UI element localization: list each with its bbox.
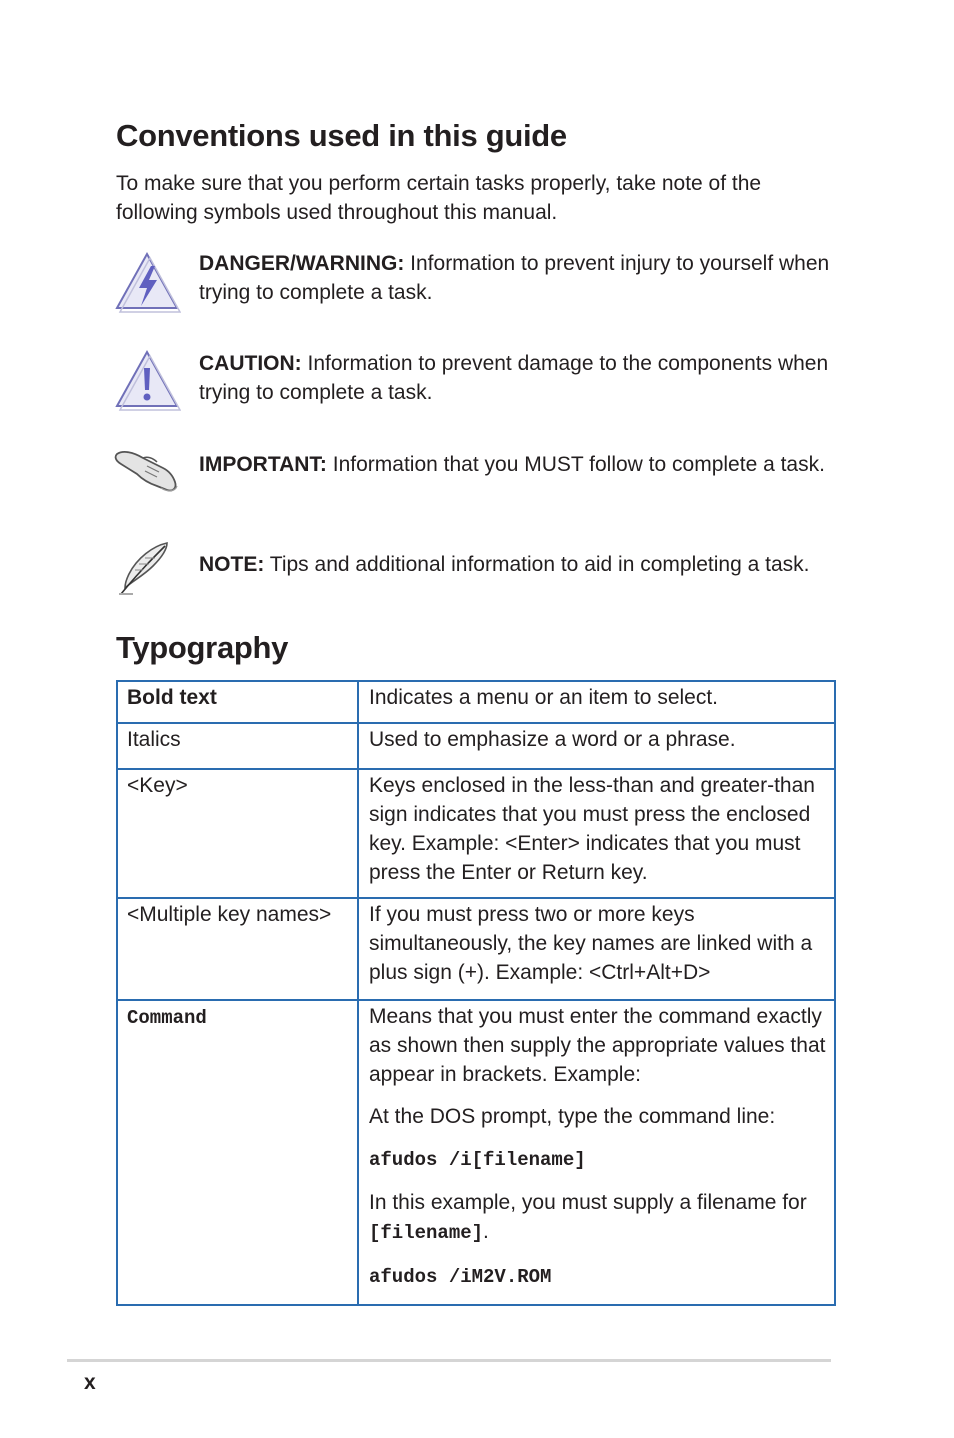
notice-label: CAUTION: [199, 352, 302, 375]
command-placeholder: [filename] [369, 1222, 484, 1244]
description-text: Indicates a menu or an item to select. [369, 686, 719, 709]
table-row [117, 898, 835, 1000]
note-quill-icon [113, 540, 173, 598]
table-row [117, 1000, 835, 1305]
term-text: <Multiple key names> [127, 903, 332, 926]
section-title-typography: Typography [116, 630, 289, 665]
description-text: At the DOS prompt, type the command line: [369, 1105, 776, 1128]
page-number: x [84, 1371, 96, 1394]
description-text: If you must press two or more keys simultaneously, the key names are linked with a plus sign (+). Example: <Ctrl+Alt+D> [369, 903, 813, 984]
term-cell [117, 681, 358, 723]
description-text: Used to emphasize a word or a phrase. [369, 728, 736, 751]
term-text: Italics [127, 728, 181, 751]
page-title: Conventions used in this guide [116, 118, 567, 153]
command-example: afudos /i[filename] [369, 1149, 586, 1171]
term-cell [117, 769, 358, 898]
notice-note [199, 550, 839, 579]
description-cell [358, 1000, 835, 1305]
notice-important [199, 450, 839, 479]
notice-label: DANGER/WARNING: [199, 252, 405, 275]
notice-danger [199, 249, 839, 307]
table-row [117, 681, 835, 723]
notice-text: Information that you MUST follow to complete a task. [326, 453, 825, 476]
intro-paragraph: To make sure that you perform certain tasks properly, take note of the following symbols used throughout this manual. [116, 172, 762, 224]
typography-table [116, 680, 836, 1306]
description-cell [358, 681, 835, 723]
description-text: Keys enclosed in the less-than and greater-than sign indicates that you must press the enclosed key. Example: <Enter> indicates that you must press the Enter or Return key. [369, 774, 815, 884]
example-note [369, 1188, 830, 1248]
term-command: Command [127, 1007, 207, 1029]
description-text: In this example, you must supply a filename for [369, 1191, 807, 1214]
notice-label: NOTE: [199, 553, 265, 576]
description-cell [358, 723, 835, 769]
notice-text: Information to prevent damage to the components when trying to complete a task. [199, 352, 829, 404]
term-bold-text: Bold text [127, 686, 217, 709]
notice-text: Tips and additional information to aid in completing a task. [264, 553, 810, 576]
notice-text: Information to prevent injury to yourself when trying to complete a task. [199, 252, 830, 304]
description-text: Means that you must enter the command exactly as shown then supply the appropriate values that appear in brackets. Example: [369, 1005, 826, 1086]
punctuation: . [483, 1220, 489, 1243]
term-cell [117, 898, 358, 1000]
term-cell [117, 1000, 358, 1305]
description-cell [358, 898, 835, 1000]
important-hand-icon [113, 444, 181, 496]
term-cell [117, 723, 358, 769]
notice-label: IMPORTANT: [199, 453, 327, 476]
danger-warning-icon [113, 250, 181, 314]
caution-icon [113, 348, 181, 412]
description-cell [358, 769, 835, 898]
term-text: <Key> [127, 774, 188, 797]
notice-caution [199, 349, 839, 407]
table-row [117, 723, 835, 769]
command-example: afudos /iM2V.ROM [369, 1266, 552, 1288]
footer-divider [67, 1359, 831, 1362]
table-row [117, 769, 835, 898]
